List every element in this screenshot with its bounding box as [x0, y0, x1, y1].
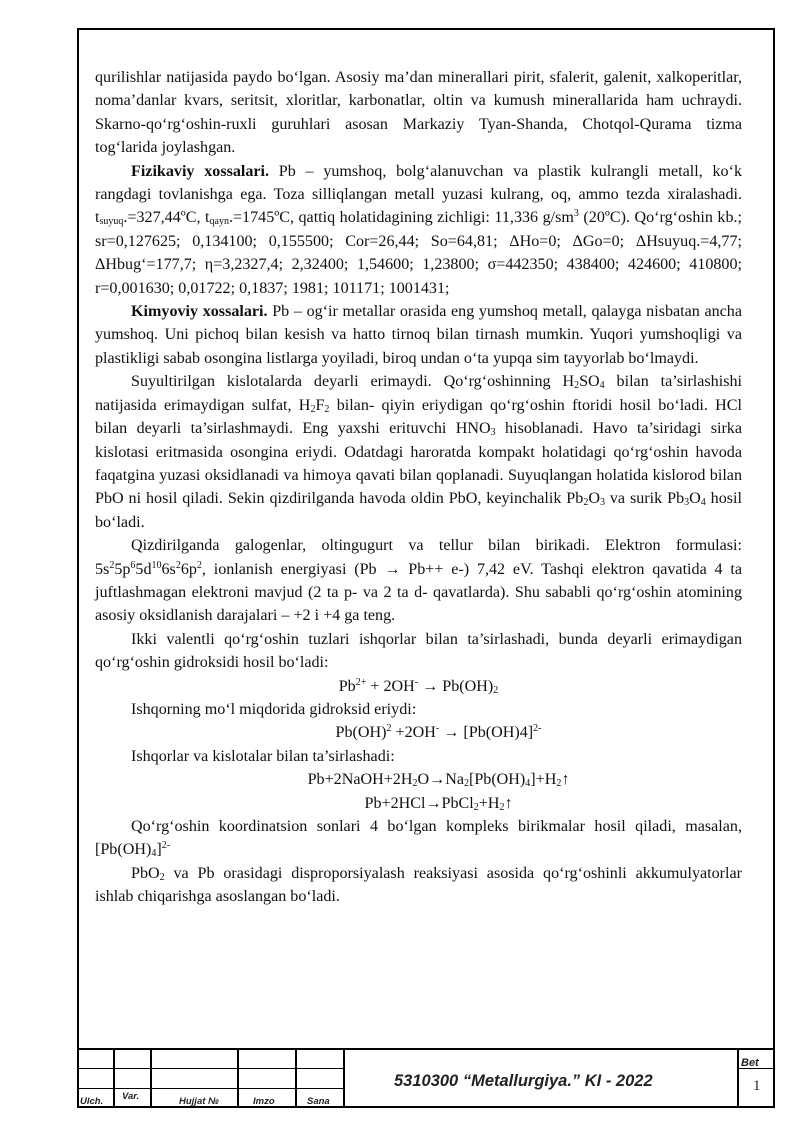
stamp-label-imzo: Imzo: [253, 1096, 275, 1107]
paragraph-pbo2: PbO$_2$ va Pb orasidagi disproporsiyalash reaksiyasi asosida qo‘rg‘oshinli akkumulyatorlar ishlab chiqarishga asoslangan bo‘ladi.: [95, 864, 742, 906]
document-body: [95, 66, 742, 909]
equation-hydroxide: $Pb^{2+} + 2OH^- \to Pb(OH)_2$: [338, 676, 499, 696]
paragraph-chemical-properties: Kimyoviy xossalari. Pb – og‘ir metallar orasida eng yumshoq metall, qalayga nisbatan ancha yumshoq. Uni pichoq bilan kesish va hatto tirnoq bilan tirnash mumkin. Yuqori yumshoqligi va plastikligi sabab osongina listlarga yoyiladi, biroq undan o‘ta yupqa sim tayyorlab bo‘lmaydi.: [95, 303, 742, 367]
document-code-title: 5310300 “Metallurgiya.” KI - 2022: [394, 1072, 653, 1090]
equation-hcl: $Pb+2HCl\to PbCl_2+H_2↑$: [364, 794, 513, 813]
equation-naoh: $Pb+2NaOH+2H_2O\to Na_2[Pb(OH)_4]+H_2↑$: [307, 771, 570, 790]
paragraph-coordination: Qo‘rg‘oshin koordinatsion sonlari 4 bo‘lgan kompleks birikmalar hosil qiladi, masalan, $[Pb(OH)_4]^{2-}$: [95, 818, 742, 860]
stamp-label-ulch: Ulch.: [80, 1096, 104, 1107]
stamp-label-bet: Bet: [741, 1057, 759, 1069]
paragraph-intro: qurilishlar natijasida paydo bo‘lgan. Asosiy ma’dan minerallari pirit, sfalerit, galenit, xalkoperitlar, noma’danlar kvars, seritsit, xloritlar, karbonatlar, oltin va kumush minerallarida ham uchraydi. Skarno-qo‘rg‘oshin-ruxli guruhlari asosan Markaziy Tyan-Shanda, Chotqol-Qurama tizma tog‘larida joylashgan.: [95, 69, 742, 157]
stamp-label-sana: Sana: [307, 1096, 330, 1107]
heading-physical: Fizikaviy xossalari.: [131, 162, 270, 180]
stamp-label-hujjat: Hujjat №: [179, 1096, 219, 1107]
paragraph-alkali-acids: Ishqorlar va kislotalar bilan ta’sirlashadi:: [131, 747, 395, 765]
page-number: 1: [753, 1078, 761, 1094]
paragraph-physical-properties: Fizikaviy xossalari. Pb – yumshoq, bolg‘alanuvchan va plastik kulrangli metall, ko‘k rangdagi tovlanishga ega. Toza silliqlangan metall yuzasi kulrang, oq, ammo tezda xiralashadi. $t_{suyuq}.=327,44ºC$, $t_{qayn}.=1745ºC$, qattiq holatidagining zichligi: 11,336 $g/sm^3$ (20ºC). Qo‘rg‘oshin kb.; sr=0,127625; 0,134100; 0,155500; Cor=26,44; So=64,81; ΔHo=0; ΔGo=0; ΔHsuyuq.=4,77; ΔHbug‘=177,7; η=3,2327,4; 2,32400; 1,54600; 1,23800; σ=442350; 438400; 424600; 410800; r=0,001630; 0,01722; 0,1837; 1981; 101171; 1001431;: [95, 162, 742, 297]
paragraph-halogens: Qizdirilganda galogenlar, oltingugurt va tellur bilan birikadi. Elektron formulasi: $5s^25p^65d^{10}6s^26p^2$, ionlanish energiyasi (Pb → Pb++ e-) 7,42 eV. Tashqi elektron qavatida 4 ta juftlashmagan elektroni mavjud (2 ta p- va 2 ta d- qavatlarda). Shu sababli qo‘rg‘oshin atomining asosiy oksidlanish darajalari – +2 i +4 ga teng.: [95, 537, 742, 625]
equation-complex: $Pb(OH)^2 +2OH^- \to [Pb(OH)4]^{2-}$: [335, 723, 542, 742]
paragraph-excess-alkali: Ishqorning mo‘l miqdorida gidroksid eriydi:: [131, 700, 417, 718]
title-block: [77, 1048, 775, 1108]
stamp-label-var: Var.: [122, 1091, 140, 1102]
paragraph-acids: Suyultirilgan kislotalarda deyarli erimaydi. Qo‘rg‘oshinning $H_2SO_4$ bilan ta’sirlashishi natijasida erimaydigan sulfat, $H_2F_2$ bilan- qiyin eriydigan qo‘rg‘oshin ftoridi hosil bo‘ladi. HCl bilan deyarli ta’sirlashmaydi. Eng yaxshi erituvchi $HNO_3$ hisoblanadi. Havo ta’siridagi sirka kislotasi eritmasida osongina eriydi. Odatdagi haroratda kompakt holatidagi qo‘rg‘oshin havoda faqatgina yuzasi oksidlanadi va himoya qavati bilan qoplanadi. Suyuqlangan holatida kislorod bilan PbO ni hosil qiladi. Sekin qizdirilganda havoda oldin PbO, keyinchalik $Pb_2O_3$ va surik $Pb_3O_4$ hosil bo‘ladi.: [95, 373, 742, 531]
paragraph-alkali: Ikki valentli qo‘rg‘oshin tuzlari ishqorlar bilan ta’sirlashadi, bunda deyarli erimaydigan qo‘rg‘oshin gidroksidi hosil bo‘ladi:: [95, 630, 742, 672]
heading-chemical: Kimyoviy xossalari.: [131, 303, 268, 321]
